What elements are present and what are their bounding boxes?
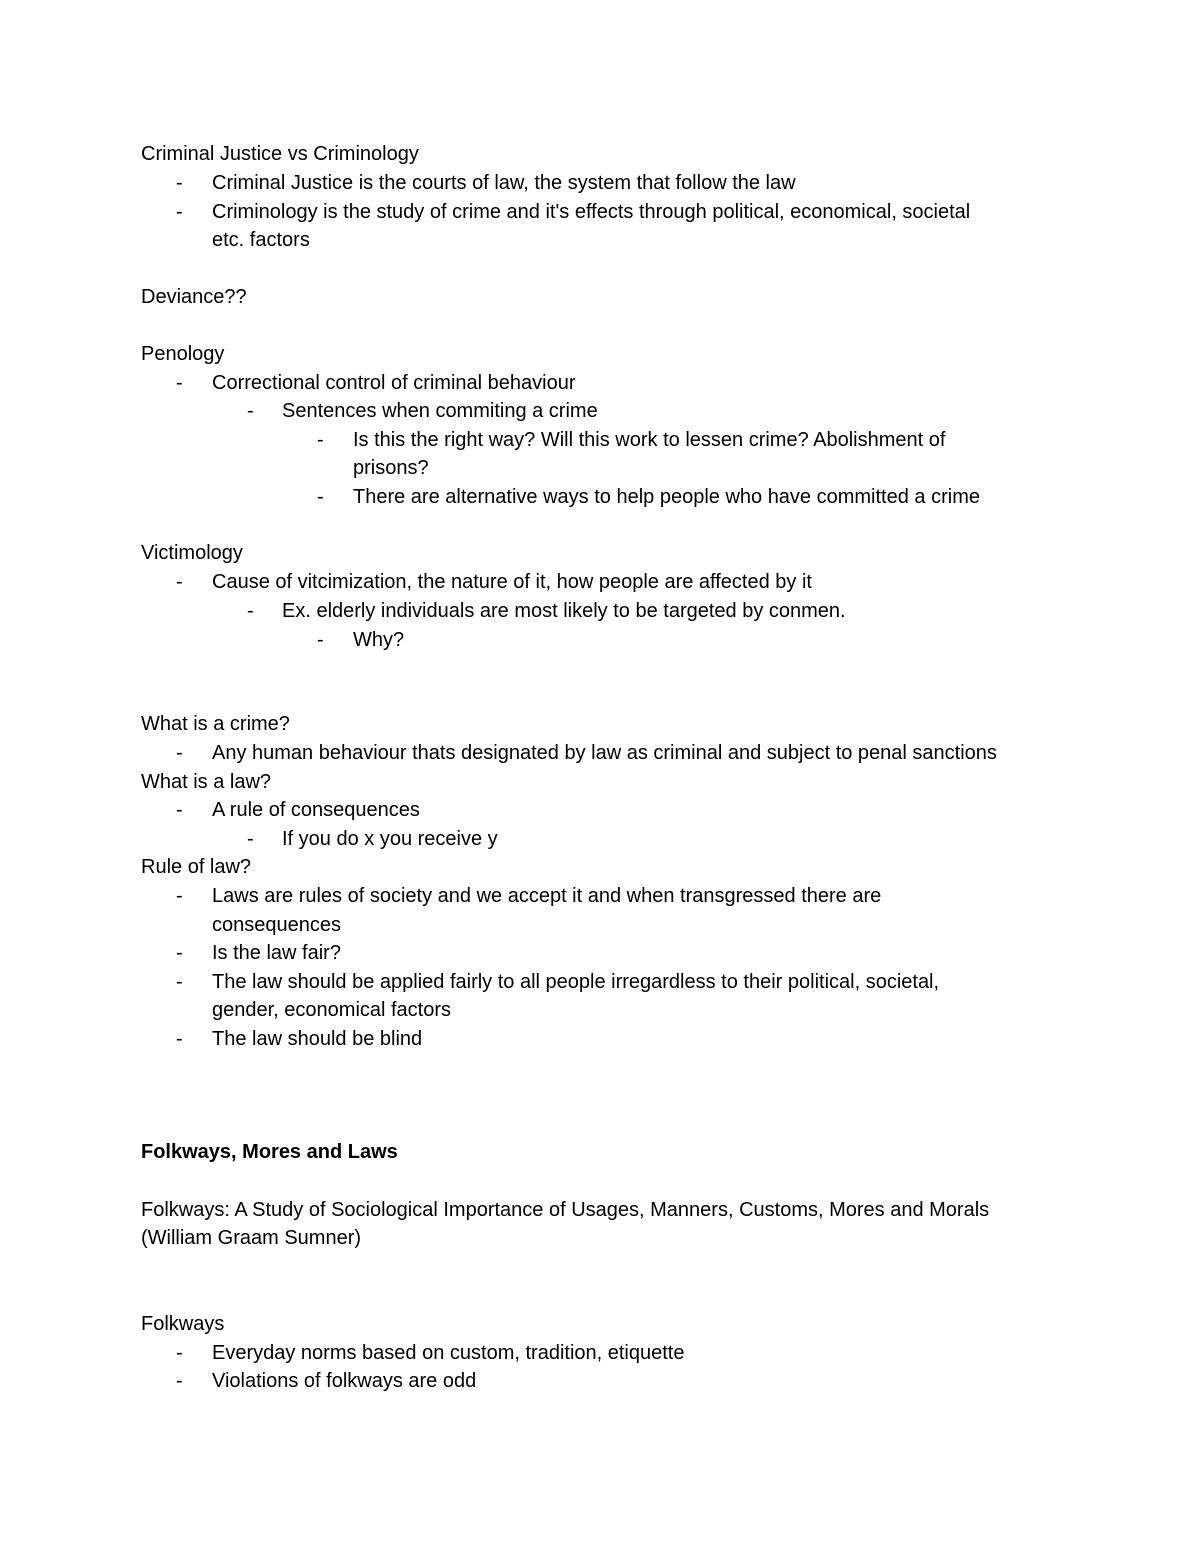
heading-folkways-mores-and-laws: Folkways, Mores and Laws — [141, 1141, 398, 1163]
paragraph-text-continued: (William Graam Sumner) — [141, 1227, 362, 1249]
bullet-dash: - — [317, 629, 324, 651]
bullet-dash: - — [176, 799, 183, 821]
bullet-text: Is this the right way? Will this work to lessen crime? Abolishment of — [353, 429, 946, 451]
bullet-text: Criminal Justice is the courts of law, the system that follow the law — [212, 172, 796, 194]
bullet-dash: - — [176, 372, 183, 394]
bullet-text: There are alternative ways to help people who have committed a crime — [353, 486, 980, 508]
bullet-text: Is the law fair? — [212, 942, 341, 964]
heading-what-is-a-crime: What is a crime? — [141, 713, 290, 735]
heading-penology: Penology — [141, 343, 225, 365]
bullet-text-continued: consequences — [212, 914, 341, 936]
heading-what-is-a-law: What is a law? — [141, 771, 272, 793]
heading-criminal-justice-vs-criminology: Criminal Justice vs Criminology — [141, 143, 419, 165]
bullet-dash: - — [317, 486, 324, 508]
bullet-dash: - — [176, 172, 183, 194]
heading-folkways: Folkways — [141, 1313, 225, 1335]
bullet-text-continued: prisons? — [353, 457, 429, 479]
bullet-dash: - — [176, 1342, 183, 1364]
bullet-dash: - — [247, 600, 254, 622]
bullet-text: Criminology is the study of crime and it's effects through political, economical, societal — [212, 201, 971, 223]
bullet-text: Any human behaviour thats designated by law as criminal and subject to penal sanctions — [212, 742, 997, 764]
bullet-text: If you do x you receive y — [282, 828, 498, 850]
bullet-text: A rule of consequences — [212, 799, 420, 821]
bullet-dash: - — [176, 742, 183, 764]
bullet-dash: - — [176, 571, 183, 593]
heading-rule-of-law: Rule of law? — [141, 856, 252, 878]
bullet-text: The law should be blind — [212, 1028, 423, 1050]
bullet-dash: - — [176, 942, 183, 964]
bullet-text: Cause of vitcimization, the nature of it, how people are affected by it — [212, 571, 812, 593]
paragraph-text: Folkways: A Study of Sociological Importance of Usages, Manners, Customs, Mores and Morals — [141, 1199, 990, 1221]
bullet-dash: - — [176, 1028, 183, 1050]
heading-deviance: Deviance?? — [141, 286, 247, 308]
bullet-text: Correctional control of criminal behaviour — [212, 372, 576, 394]
bullet-text: Laws are rules of society and we accept it and when transgressed there are — [212, 885, 882, 907]
bullet-dash: - — [176, 201, 183, 223]
heading-victimology: Victimology — [141, 542, 243, 564]
bullet-text: Ex. elderly individuals are most likely to be targeted by conmen. — [282, 600, 846, 622]
bullet-dash: - — [176, 885, 183, 907]
bullet-text: Why? — [353, 629, 405, 651]
bullet-dash: - — [317, 429, 324, 451]
bullet-dash: - — [176, 971, 183, 993]
bullet-text: Everyday norms based on custom, tradition, etiquette — [212, 1342, 685, 1364]
bullet-dash: - — [176, 1370, 183, 1392]
bullet-text: Sentences when commiting a crime — [282, 400, 598, 422]
bullet-text: The law should be applied fairly to all people irregardless to their political, societal, — [212, 971, 940, 993]
bullet-text-continued: etc. factors — [212, 229, 310, 251]
bullet-dash: - — [247, 400, 254, 422]
bullet-text-continued: gender, economical factors — [212, 999, 452, 1021]
bullet-dash: - — [247, 828, 254, 850]
bullet-text: Violations of folkways are odd — [212, 1370, 477, 1392]
